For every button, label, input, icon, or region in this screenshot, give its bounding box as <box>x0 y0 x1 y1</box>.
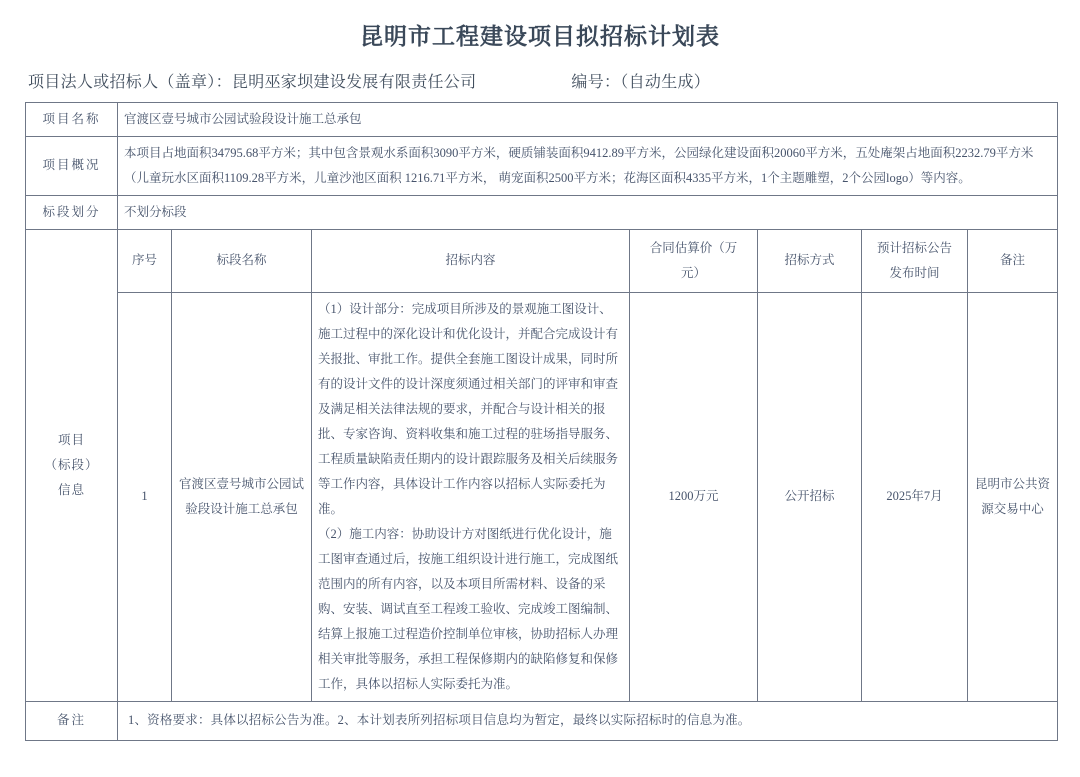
table-row-project-overview <box>26 136 1058 195</box>
cell-tender-content <box>312 292 630 701</box>
cell-announce-time: 2025年7月 <box>862 292 968 701</box>
label-lot-division: 标段划分 <box>26 195 118 229</box>
document-number-line: 编号：（自动生成） <box>571 73 711 91</box>
section-label-line-2: （标段） <box>44 457 99 472</box>
cell-lot-name: 官渡区壹号城市公园试验段设计施工总承包 <box>172 292 312 701</box>
page-title: 昆明市工程建设项目拟招标计划表 <box>360 24 720 49</box>
section-label-line-3: 信息 <box>57 482 85 497</box>
tender-content-paragraph-2: （2）施工内容：协助设计方对图纸进行优化设计，施工图审查通过后，按施工组织设计进行施工，完成图纸范围内的所有内容，以及本项目所需材料、设备的采购、安装、调试直至工程竣工验收、完成竣工图编制、结算上报施工过程造价控制单位审核，协助招标人办理相关审批等服务，承担工程保修期内的缺陷修复和保修工作，具体以招标人实际委托为准。 <box>318 526 619 691</box>
value-project-overview: 本项目占地面积34795.68平方米；其中包含景观水系面积3090平方米，硬质铺装面积9412.89平方米，公园绿化建设面积20060平方米，五处庵架占地面积2232.79平方米（儿童玩水区面积1109.28平方米，儿童沙池区面积 1216.71平方米， 萌宠面积2500平方米；花海区面积4335平方米，1个主题雕塑，2个公园logo）等内容。 <box>118 136 1058 195</box>
label-footer-remark: 备注 <box>26 701 118 740</box>
tender-content-paragraph-1: （1）设计部分：完成项目所涉及的景观施工图设计、施工过程中的深化设计和优化设计，并配合完成设计有关报批、审批工作。提供全套施工图设计成果，同时所有的设计文件的设计深度须通过相关部门的评审和审查及满足相关法律法规的要求，并配合与设计相关的报批、专家咨询、资料收集和施工过程的驻场指导服务、工程质量缺陷责任期内的设计跟踪服务及相关后续服务等工作内容，具体设计工作内容以招标人实际委托为准。 <box>318 301 619 516</box>
announce-time-line-2: 发布时间 <box>889 265 940 280</box>
cell-remark: 昆明市公共资源交易中心 <box>968 292 1058 701</box>
column-header-remark: 备注 <box>968 229 1058 292</box>
column-header-estimate-price <box>630 229 758 292</box>
estimate-price-line-1: 合同估算价（万 <box>649 240 738 255</box>
value-project-name: 官渡区壹号城市公园试验段设计施工总承包 <box>118 102 1058 136</box>
section-label-project-lot-info <box>26 229 118 701</box>
column-header-seq: 序号 <box>118 229 172 292</box>
subtitle-row <box>0 51 1080 102</box>
value-lot-division: 不划分标段 <box>118 195 1058 229</box>
cell-estimate-price: 1200万元 <box>630 292 758 701</box>
table-row-footer-note <box>26 701 1058 740</box>
column-header-lot-name: 标段名称 <box>172 229 312 292</box>
section-label-line-1: 项目 <box>57 432 85 447</box>
tenderer-line: 项目法人或招标人（盖章）：昆明巫家坝建设发展有限责任公司 <box>28 73 477 91</box>
tender-plan-table <box>25 102 1058 741</box>
announce-time-line-1: 预计招标公告 <box>876 240 952 255</box>
column-header-tender-content: 招标内容 <box>312 229 630 292</box>
table-row-project-name <box>26 102 1058 136</box>
cell-tender-method: 公开招标 <box>758 292 862 701</box>
value-footer-remark: 1、资格要求：具体以招标公告为准。2、本计划表所列招标项目信息均为暂定，最终以实际招标时的信息为准。 <box>118 701 1058 740</box>
table-row-lot-division <box>26 195 1058 229</box>
label-project-overview: 项目概况 <box>26 136 118 195</box>
table-row <box>26 292 1058 701</box>
column-header-tender-method: 招标方式 <box>758 229 862 292</box>
estimate-price-line-2: 元） <box>680 265 706 280</box>
cell-seq: 1 <box>118 292 172 701</box>
column-header-announce-time <box>862 229 968 292</box>
label-project-name: 项目名称 <box>26 102 118 136</box>
table-header-row <box>26 229 1058 292</box>
